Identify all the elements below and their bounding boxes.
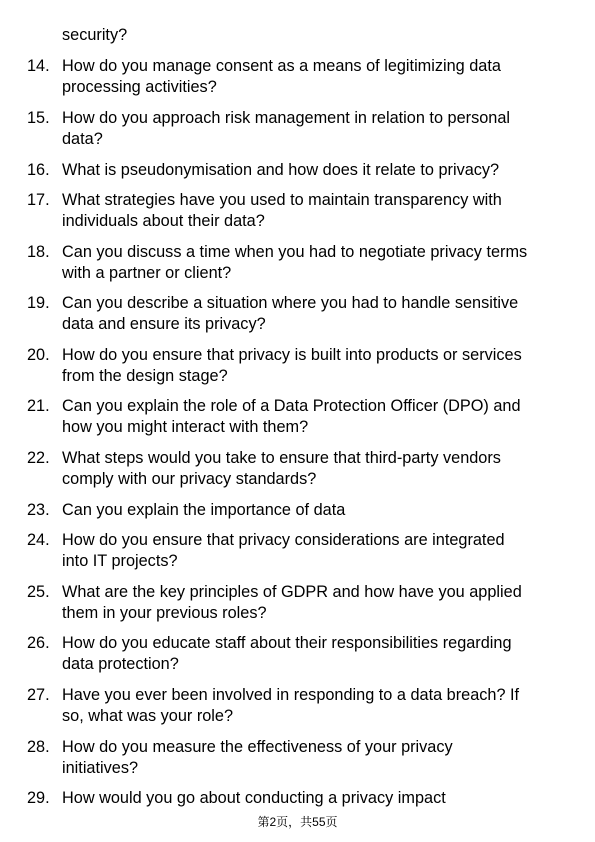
question-text — [62, 293, 582, 335]
question-text — [62, 242, 582, 284]
question-text-line: processing activities? — [62, 78, 217, 96]
question-text-line: What strategies have you used to maintain transparency with — [62, 191, 502, 209]
question-text-line: with a partner or client? — [62, 264, 232, 282]
question-text-line: individuals about their data? — [62, 212, 265, 230]
question-text — [62, 160, 582, 181]
question-text — [62, 56, 582, 98]
question-text — [62, 685, 582, 727]
question-text — [62, 530, 582, 572]
question-text-line: What is pseudonymisation and how does it relate to privacy? — [62, 161, 500, 179]
question-number: 21. — [27, 397, 50, 415]
question-number: 28. — [27, 738, 50, 756]
question-text — [62, 190, 582, 232]
question-text-line: How do you manage consent as a means of legitimizing data — [62, 57, 501, 75]
question-text-line: Have you ever been involved in responding to a data breach? If — [62, 686, 520, 704]
question-text-line: What steps would you take to ensure that third-party vendors — [62, 449, 501, 467]
question-number: 16. — [27, 161, 50, 179]
question-text — [62, 500, 582, 521]
question-text — [62, 396, 582, 438]
question-text-line: What are the key principles of GDPR and how have you applied — [62, 583, 522, 601]
question-number: 14. — [27, 57, 50, 75]
question-text-line: initiatives? — [62, 759, 139, 777]
question-text-line: How do you approach risk management in relation to personal — [62, 109, 510, 127]
question-text — [62, 448, 582, 490]
question-text-line: How do you educate staff about their responsibilities regarding — [62, 634, 512, 652]
question-text — [62, 345, 582, 387]
question-number: 17. — [27, 191, 50, 209]
question-text-line: so, what was your role? — [62, 707, 234, 725]
question-text-line: How do you ensure that privacy considerations are integrated — [62, 531, 505, 549]
question-number: 29. — [27, 789, 50, 807]
question-number: 20. — [27, 346, 50, 364]
continued-question-text: security? — [62, 26, 128, 44]
question-text — [62, 582, 582, 624]
question-number: 25. — [27, 583, 50, 601]
question-text-line: data? — [62, 130, 103, 148]
question-text-line: Can you explain the importance of data — [62, 501, 346, 519]
question-text-line: data and ensure its privacy? — [62, 315, 266, 333]
question-text-line: from the design stage? — [62, 367, 228, 385]
question-text — [62, 788, 582, 809]
question-text — [62, 737, 582, 779]
question-number: 19. — [27, 294, 50, 312]
question-number: 15. — [27, 109, 50, 127]
question-text — [62, 108, 582, 150]
page-footer: 第2页，共55页 — [257, 815, 338, 829]
question-number: 23. — [27, 501, 50, 519]
question-text-line: data protection? — [62, 655, 179, 673]
question-text-line: comply with our privacy standards? — [62, 470, 317, 488]
question-text-line: Can you discuss a time when you had to negotiate privacy terms — [62, 243, 528, 261]
question-text — [62, 633, 582, 675]
question-number: 27. — [27, 686, 50, 704]
question-text-line: Can you describe a situation where you had to handle sensitive — [62, 294, 519, 312]
question-text-line: How do you ensure that privacy is built into products or services — [62, 346, 522, 364]
question-text-line: How do you measure the effectiveness of your privacy — [62, 738, 453, 756]
question-text-line: How would you go about conducting a privacy impact — [62, 789, 446, 807]
question-number: 22. — [27, 449, 50, 467]
question-number: 24. — [27, 531, 50, 549]
question-text-line: Can you explain the role of a Data Protection Officer (DPO) and — [62, 397, 521, 415]
question-text-line: how you might interact with them? — [62, 418, 309, 436]
question-text-line: them in your previous roles? — [62, 604, 267, 622]
question-text-line: into IT projects? — [62, 552, 178, 570]
question-number: 26. — [27, 634, 50, 652]
question-number: 18. — [27, 243, 50, 261]
